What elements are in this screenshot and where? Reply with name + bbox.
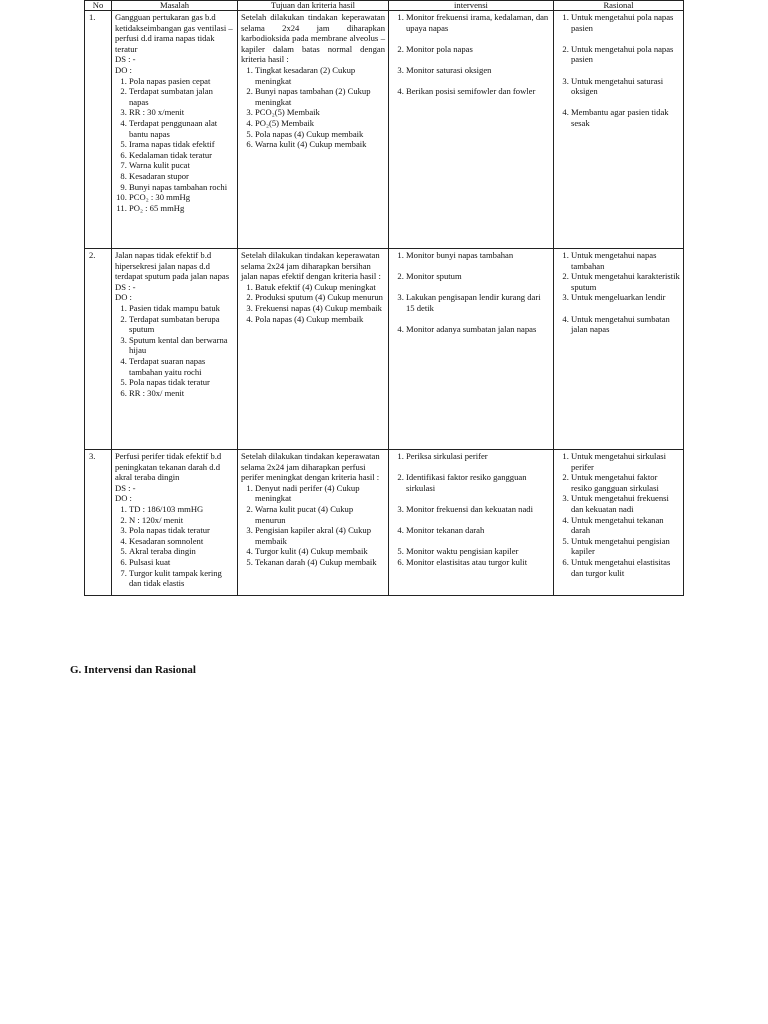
list-item: 3. Frekuensi napas (4) Cukup membaik <box>255 303 385 314</box>
list-item: 1. Denyut nadi perifer (4) Cukup meningkat <box>255 483 385 504</box>
list-item: 4. Monitor adanya sumbatan jalan napas <box>406 324 550 335</box>
header-masalah: Masalah <box>112 1 238 11</box>
header-rasional: Rasional <box>554 1 684 11</box>
ds-label: DS : - <box>115 281 136 292</box>
ds-label: DS : - <box>115 482 136 493</box>
row-number: 3. <box>85 450 112 596</box>
do-list <box>115 303 234 398</box>
list-item: 1. Monitor bunyi napas tambahan <box>406 250 550 261</box>
rasional-list <box>557 250 680 335</box>
masalah-text: Perfusi perifer tidak efektif b.d peningkatan tekanan darah d.d akral teraba dingin <box>115 451 222 483</box>
list-item: 3. Pengisian kapiler akral (4) Cukup membaik <box>255 525 385 546</box>
list-item: 2. Terdapat sumbatan berupa sputum <box>129 314 234 335</box>
list-item: 2. Produksi sputum (4) Cukup menurun <box>255 292 385 303</box>
list-item: 7. Warna kulit pucat <box>129 160 234 171</box>
list-item: 5. Untuk mengetahui pengisian kapiler <box>571 536 680 557</box>
list-item: 5. Pola napas tidak teratur <box>129 377 234 388</box>
header-no: No <box>85 1 112 11</box>
row-number: 2. <box>85 249 112 450</box>
kriteria-list <box>241 483 385 568</box>
list-item: 4. Kesadaran somnolent <box>129 536 234 547</box>
list-item: 6. Kedalaman tidak teratur <box>129 150 234 161</box>
list-item: 1. Periksa sirkulasi perifer <box>406 451 550 462</box>
list-item: 10. PCO₂ : 30 mmHg <box>129 192 234 203</box>
tujuan-text: Setelah dilakukan tindakan keperawatan selama 2x24 jam diharapkan perfusi perifer meningkat dengan kriteria hasil : <box>241 451 380 483</box>
list-item: 11. PO₂ : 65 mmHg <box>129 203 234 214</box>
tujuan-text: Setelah dilakukan tindakan keperawatan selama 2x24 jam diharapkan karbodioksida pada membrane alveolus – kapiler dalam batas normal dengan kriteria hasil : <box>241 12 385 65</box>
list-item: 7. Turgor kulit tampak kering dan tidak elastis <box>129 568 234 589</box>
list-item: 4. Terdapat suaran napas tambahan yaitu rochi <box>129 356 234 377</box>
list-item: 1. TD : 186/103 mmHG <box>129 504 234 515</box>
list-item: 4. Berikan posisi semifowler dan fowler <box>406 86 550 97</box>
intervensi-cell <box>389 450 554 596</box>
list-item: 3. Monitor frekuensi dan kekuatan nadi <box>406 504 550 515</box>
masalah-cell <box>112 249 238 450</box>
intervensi-list <box>392 451 550 568</box>
list-item: 2. N : 120x/ menit <box>129 515 234 526</box>
intervensi-list <box>392 12 550 97</box>
do-label: DO : <box>115 493 132 504</box>
table-row <box>85 450 684 596</box>
list-item: 3. RR : 30 x/menit <box>129 107 234 118</box>
list-item: 5. Tekanan darah (4) Cukup membaik <box>255 557 385 568</box>
intervensi-list <box>392 250 550 335</box>
list-item: 2. Untuk mengetahui karakteristik sputum <box>571 271 680 292</box>
intervensi-cell <box>389 11 554 249</box>
list-item: 4. Pola napas (4) Cukup membaik <box>255 314 385 325</box>
rasional-cell <box>554 450 684 596</box>
list-item: 5. Pola napas (4) Cukup membaik <box>255 129 385 140</box>
table-header-row <box>85 1 684 11</box>
list-item: 2. Identifikasi faktor resiko gangguan sirkulasi <box>406 472 550 493</box>
list-item: 2. Monitor sputum <box>406 271 550 282</box>
list-item: 4. Membantu agar pasien tidak sesak <box>571 107 680 128</box>
list-item: 8. Kesadaran stupor <box>129 171 234 182</box>
list-item: 4. PO₂(5) Membaik <box>255 118 385 129</box>
do-list <box>115 76 234 214</box>
list-item: 3. Sputum kental dan berwarna hijau <box>129 335 234 356</box>
table-row <box>85 11 684 249</box>
list-item: 3. Lakukan pengisapan lendir kurang dari 15 detik <box>406 292 550 313</box>
list-item: 2. Untuk mengetahui faktor resiko gangguan sirkulasi <box>571 472 680 493</box>
list-item: 6. Untuk mengetahui elastisitas dan turgor kulit <box>571 557 680 578</box>
list-item: 4. Monitor tekanan darah <box>406 525 550 536</box>
list-item: 2. Untuk mengetahui pola napas pasien <box>571 44 680 65</box>
list-item: 1. Monitor frekuensi irama, kedalaman, dan upaya napas <box>406 12 550 33</box>
list-item: 3. Untuk mengetahui saturasi oksigen <box>571 76 680 97</box>
list-item: 9. Bunyi napas tambahan rochi <box>129 182 234 193</box>
list-item: 4. Untuk mengetahui sumbatan jalan napas <box>571 314 680 335</box>
list-item: 3. Untuk mengeluarkan lendir <box>571 292 680 303</box>
list-item: 4. Untuk mengetahui tekanan darah <box>571 515 680 536</box>
masalah-text: Jalan napas tidak efektif b.d hipersekresi jalan napas d.d terdapat sputum pada jalan napas <box>115 250 230 282</box>
list-item: 2. Terdapat sumbatan jalan napas <box>129 86 234 107</box>
rasional-cell <box>554 11 684 249</box>
do-list <box>115 504 234 589</box>
list-item: 6. RR : 30x/ menit <box>129 388 234 399</box>
table-row <box>85 249 684 450</box>
masalah-cell <box>112 11 238 249</box>
care-plan-table <box>84 0 684 596</box>
list-item: 1. Untuk mengetahui sirkulasi perifer <box>571 451 680 472</box>
list-item: 2. Bunyi napas tambahan (2) Cukup meningkat <box>255 86 385 107</box>
list-item: 4. Turgor kulit (4) Cukup membaik <box>255 546 385 557</box>
list-item: 2. Monitor pola napas <box>406 44 550 55</box>
row-number: 1. <box>85 11 112 249</box>
list-item: 1. Untuk mengetahui pola napas pasien <box>571 12 680 33</box>
kriteria-list <box>241 282 385 324</box>
kriteria-list <box>241 65 385 150</box>
list-item: 3. Untuk mengetahui frekuensi dan kekuatan nadi <box>571 493 680 514</box>
list-item: 6. Warna kulit (4) Cukup membaik <box>255 139 385 150</box>
list-item: 3. Monitor saturasi oksigen <box>406 65 550 76</box>
header-tujuan: Tujuan dan kriteria hasil <box>238 1 389 11</box>
list-item: 1. Pasien tidak mampu batuk <box>129 303 234 314</box>
header-intervensi: intervensi <box>389 1 554 11</box>
tujuan-text: Setelah dilakukan tindakan keperawatan selama 2x24 jam diharapkan bersihan jalan napas efektif dengan kriteria hasil : <box>241 250 381 282</box>
ds-label: DS : - <box>115 54 136 65</box>
tujuan-cell <box>238 450 389 596</box>
list-item: 5. Akral teraba dingin <box>129 546 234 557</box>
rasional-list <box>557 12 680 129</box>
list-item: 2. Warna kulit pucat (4) Cukup menurun <box>255 504 385 525</box>
list-item: 1. Batuk efektif (4) Cukup meningkat <box>255 282 385 293</box>
intervensi-cell <box>389 249 554 450</box>
list-item: 4. Terdapat penggunaan alat bantu napas <box>129 118 234 139</box>
section-heading: G. Intervensi dan Rasional <box>70 664 196 676</box>
tujuan-cell <box>238 11 389 249</box>
list-item: 5. Irama napas tidak efektif <box>129 139 234 150</box>
list-item: 6. Monitor elastisitas atau turgor kulit <box>406 557 550 568</box>
list-item: 6. Pulsasi kuat <box>129 557 234 568</box>
list-item: 1. Pola napas pasien cepat <box>129 76 234 87</box>
list-item: 5. Monitor waktu pengisian kapiler <box>406 546 550 557</box>
do-label: DO : <box>115 64 132 75</box>
masalah-text: Gangguan pertukaran gas b.d ketidakseimbangan gas ventilasi – perfusi d.d irama napas tidak teratur <box>115 12 233 54</box>
masalah-cell <box>112 450 238 596</box>
list-item: 3. Pola napas tidak teratur <box>129 525 234 536</box>
list-item: 1. Untuk mengetahui napas tambahan <box>571 250 680 271</box>
tujuan-cell <box>238 249 389 450</box>
do-label: DO : <box>115 292 132 303</box>
rasional-list <box>557 451 680 578</box>
rasional-cell <box>554 249 684 450</box>
list-item: 1. Tingkat kesadaran (2) Cukup meningkat <box>255 65 385 86</box>
list-item: 3. PCO₂(5) Membaik <box>255 107 385 118</box>
